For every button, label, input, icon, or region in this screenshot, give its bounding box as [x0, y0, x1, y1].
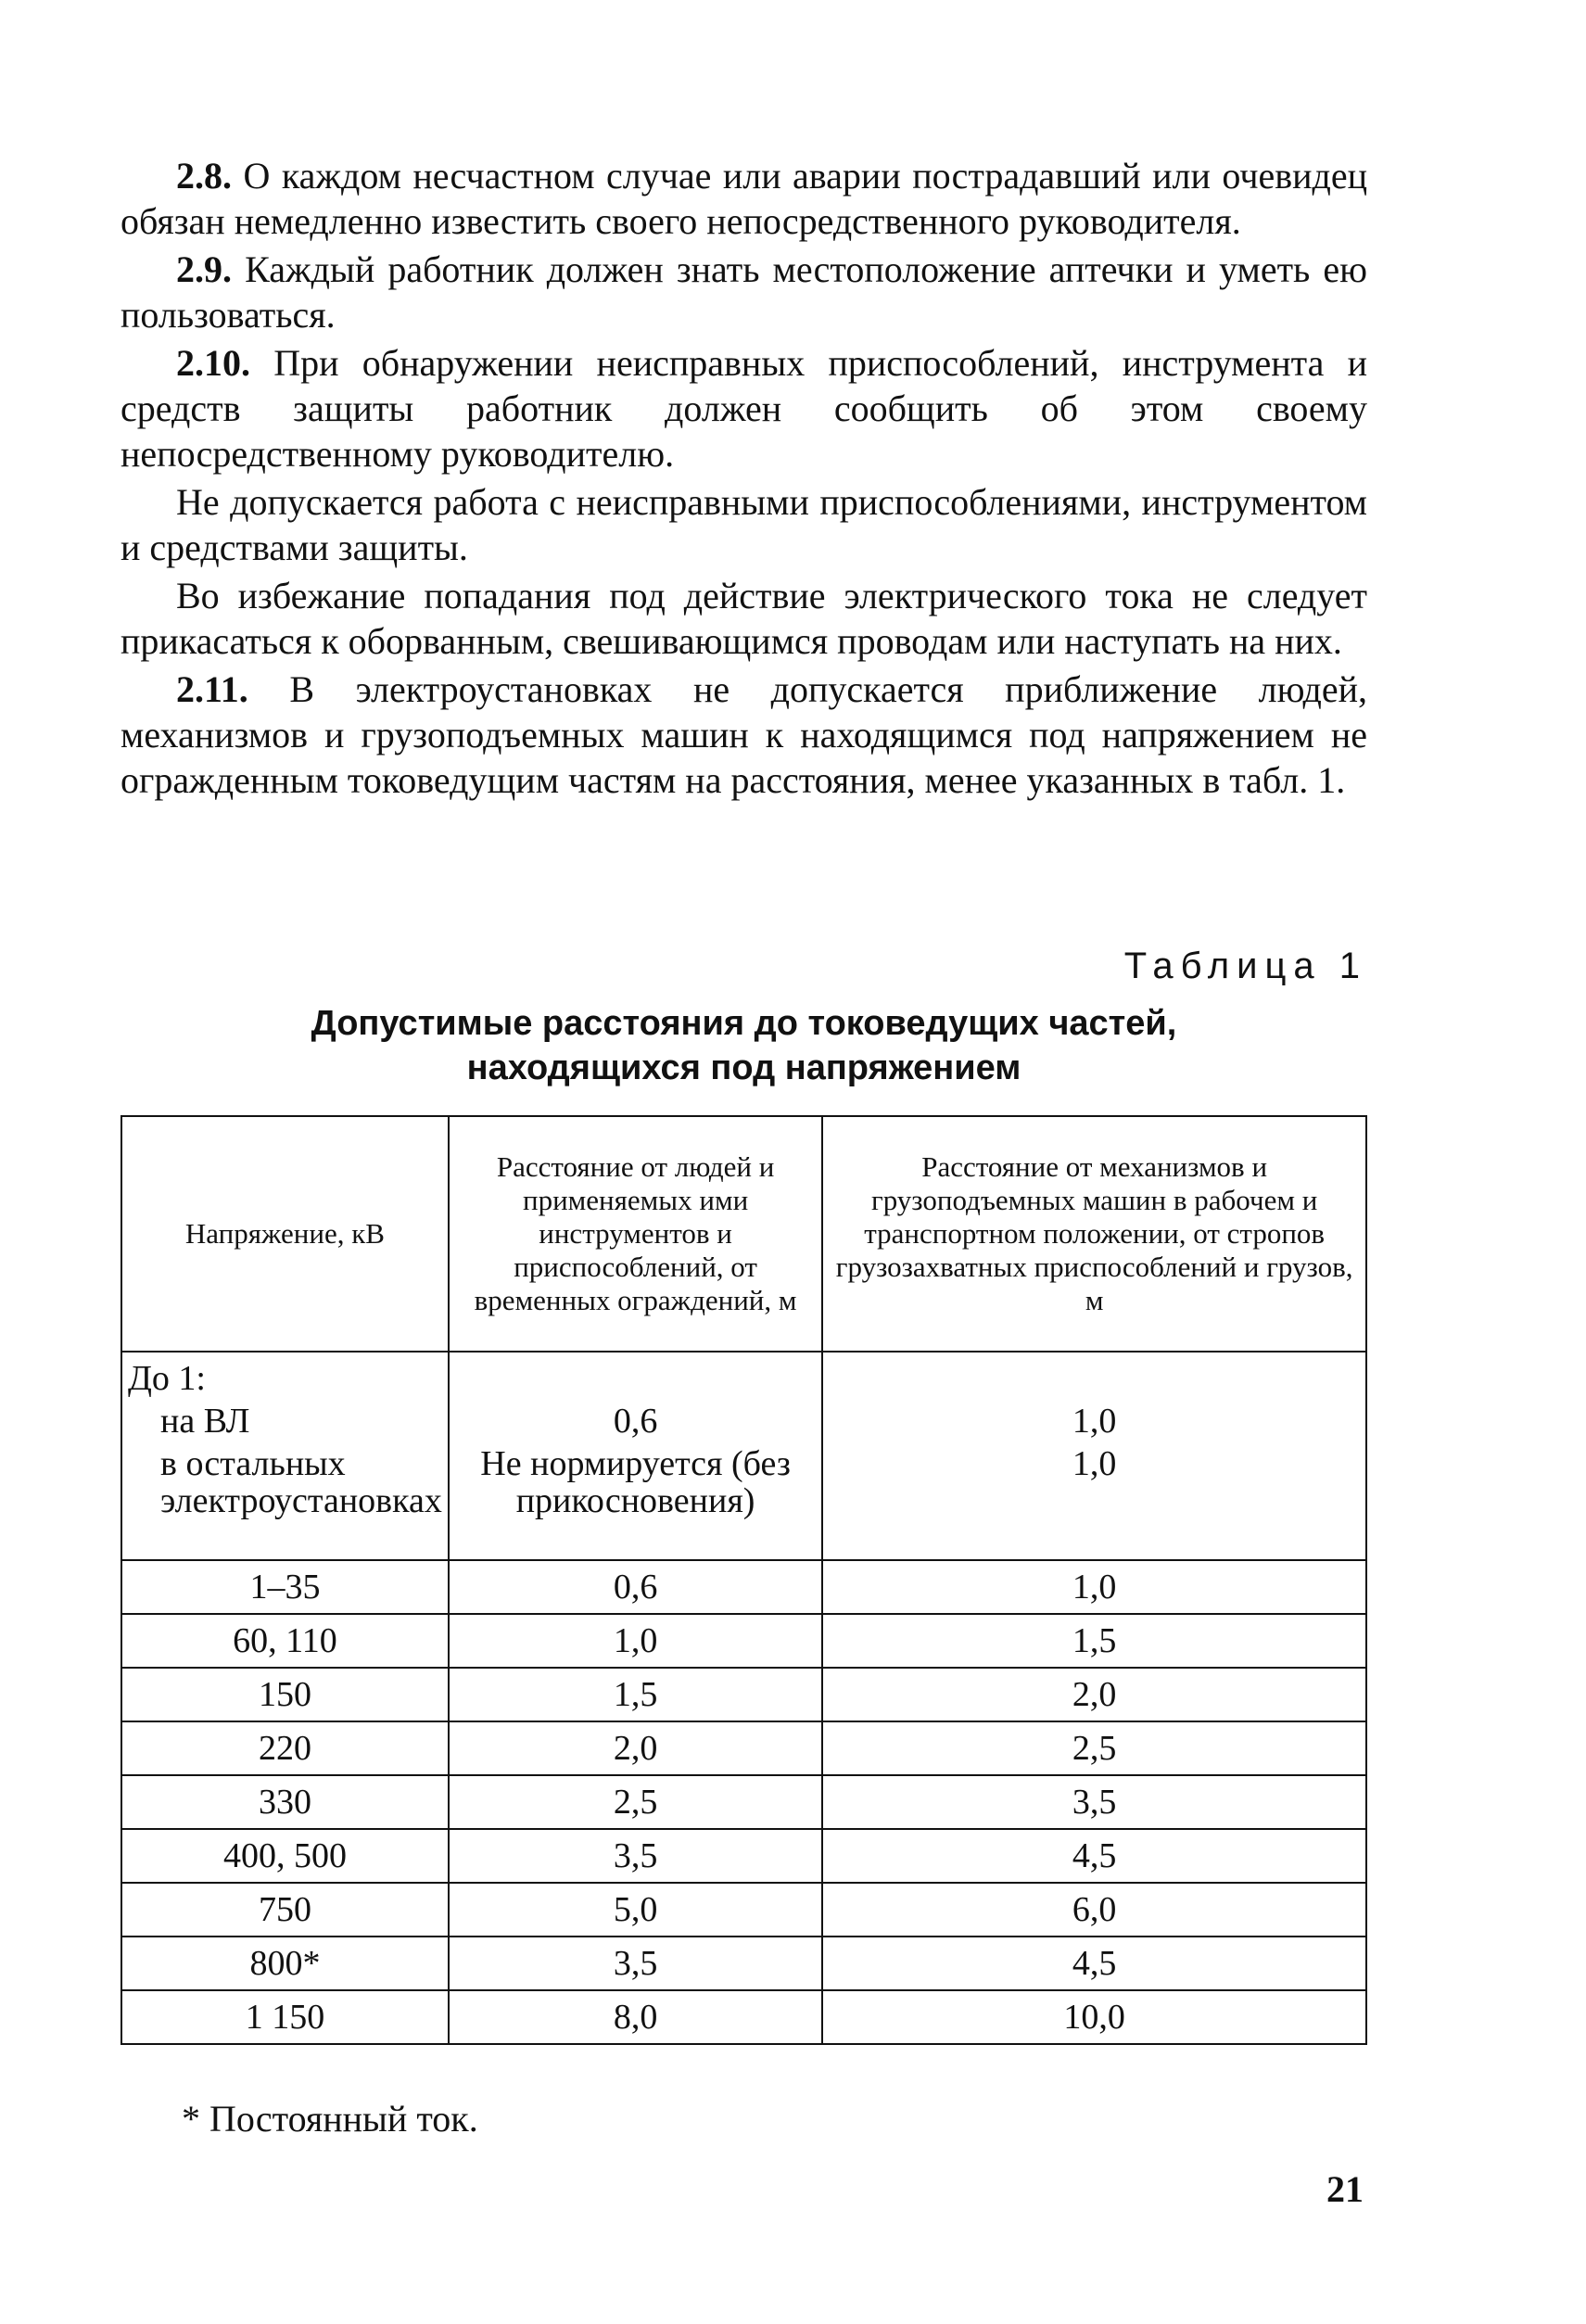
paragraph-broken-wires: [121, 573, 1367, 664]
table-row: [121, 1775, 1366, 1829]
people-distance-cell: 2,0: [449, 1721, 822, 1775]
mechanism-distance-cell: 4,5: [822, 1829, 1366, 1883]
people-distance-cell: 0,6: [449, 1560, 822, 1614]
people-distance-cell: [449, 1352, 822, 1560]
voltage-cell: 1 150: [121, 1990, 449, 2044]
table-title-line: находящихся под напряжением: [466, 1048, 1021, 1087]
mechanism-distance-cell: 3,5: [822, 1775, 1366, 1829]
table-title-line: Допустимые расстояния до токоведущих частей,: [311, 1004, 1177, 1043]
mechanism-value-other: 1,0: [1072, 1444, 1117, 1483]
table-footnote: * Постоянный ток.: [182, 2098, 478, 2140]
people-distance-cell: 1,5: [449, 1668, 822, 1721]
page-number: 21: [1326, 2168, 1364, 2210]
table-row: [121, 1668, 1366, 1721]
table-row: [121, 1883, 1366, 1937]
distance-table: [121, 1115, 1367, 2045]
mechanism-distance-cell: 2,5: [822, 1721, 1366, 1775]
table-row: [121, 1990, 1366, 2044]
mechanism-value-vl: 1,0: [1072, 1402, 1117, 1441]
mechanism-distance-cell: [822, 1352, 1366, 1560]
table-row: [121, 1721, 1366, 1775]
mechanism-distance-cell: 1,5: [822, 1614, 1366, 1668]
people-distance-cell: 8,0: [449, 1990, 822, 2044]
voltage-cell: 60, 110: [121, 1614, 449, 1668]
paragraph-2-9: [121, 247, 1367, 337]
voltage-cell: 330: [121, 1775, 449, 1829]
table-label: Таблица 1: [1123, 946, 1367, 986]
body-text: [121, 153, 1367, 806]
voltage-cell: 800*: [121, 1937, 449, 1990]
voltage-cell: 150: [121, 1668, 449, 1721]
paragraph-text: Во избежание попадания под действие электрического тока не следует прикасаться к оборванным, свешивающимся проводам или наступать на них.: [121, 575, 1367, 662]
paragraph-text: Не допускается работа с неисправными приспособлениями, инструментом и средствами защиты.: [121, 481, 1367, 568]
paragraph-text: Каждый работник должен знать местоположение аптечки и уметь ею пользоваться.: [121, 248, 1368, 336]
paragraph-2-10: [121, 340, 1367, 476]
table-header-row: [121, 1116, 1366, 1352]
voltage-cell: [121, 1352, 449, 1560]
paragraph-text: О каждом несчастном случае или аварии пострадавший или очевидец обязан немедленно известить своего непосредственного руководителя.: [121, 155, 1368, 242]
voltage-cell: 400, 500: [121, 1829, 449, 1883]
group-heading: До 1:: [128, 1359, 206, 1398]
people-distance-cell: 1,0: [449, 1614, 822, 1668]
header-voltage: Напряжение, кВ: [121, 1116, 449, 1352]
people-distance-cell: 5,0: [449, 1883, 822, 1937]
people-value-vl: 0,6: [613, 1402, 658, 1441]
paragraph-number: 2.9.: [176, 248, 232, 290]
paragraph-number: 2.8.: [176, 155, 232, 197]
group-sub-vl: на ВЛ: [160, 1402, 250, 1441]
voltage-cell: 750: [121, 1883, 449, 1937]
people-value-other: Не нормируется (без прикосновения): [480, 1444, 791, 1520]
mechanism-distance-cell: 2,0: [822, 1668, 1366, 1721]
paragraph-faulty-tools: [121, 479, 1367, 570]
table-row: [121, 1937, 1366, 1990]
table-title: [121, 1001, 1367, 1090]
group-sub-other: в остальных электроустановках: [160, 1444, 442, 1520]
mechanism-distance-cell: 4,5: [822, 1937, 1366, 1990]
header-people-distance: Расстояние от людей и применяемых ими инструментов и приспособлений, от временных ограждений, м: [449, 1116, 822, 1352]
voltage-cell: 1–35: [121, 1560, 449, 1614]
paragraph-number: 2.11.: [176, 668, 248, 710]
table-row-group-up-to-1: [121, 1352, 1366, 1560]
table-row: [121, 1829, 1366, 1883]
header-mechanism-distance: Расстояние от механизмов и грузоподъемных машин в рабочем и транспортном положении, от стропов грузозахватных приспособлений и грузов, м: [822, 1116, 1366, 1352]
people-distance-cell: 3,5: [449, 1937, 822, 1990]
paragraph-text: При обнаружении неисправных приспособлений, инструмента и средств защиты работник должен сообщить об этом своему непосредственному руководителю.: [121, 342, 1368, 475]
paragraph-number: 2.10.: [176, 342, 250, 384]
paragraph-2-11: [121, 667, 1367, 803]
mechanism-distance-cell: 1,0: [822, 1560, 1366, 1614]
people-distance-cell: 3,5: [449, 1829, 822, 1883]
voltage-cell: 220: [121, 1721, 449, 1775]
paragraph-text: В электроустановках не допускается приближение людей, механизмов и грузоподъемных машин к находящимся под напряжением не огражденным токоведущим частям на расстояния, менее указанных в табл. 1.: [121, 668, 1367, 801]
mechanism-distance-cell: 10,0: [822, 1990, 1366, 2044]
mechanism-distance-cell: 6,0: [822, 1883, 1366, 1937]
people-distance-cell: 2,5: [449, 1775, 822, 1829]
paragraph-2-8: [121, 153, 1367, 244]
table-row: [121, 1614, 1366, 1668]
table-row: [121, 1560, 1366, 1614]
